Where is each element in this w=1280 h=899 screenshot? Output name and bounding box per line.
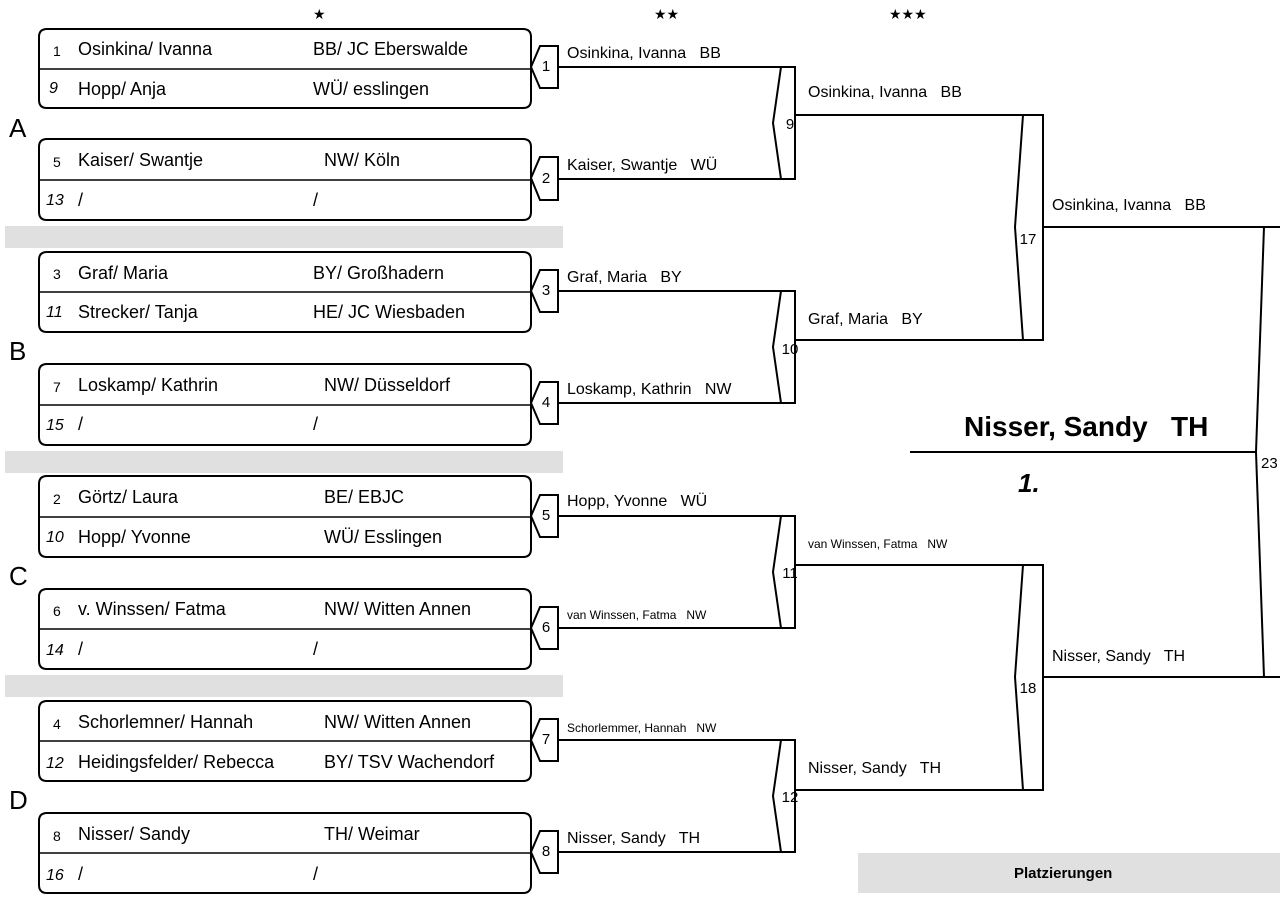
player-seed: 14 xyxy=(46,642,64,659)
round1-winner: van Winssen, Fatma NW xyxy=(567,608,707,622)
player-seed: 8 xyxy=(53,828,61,844)
player-club: NW/ Witten Annen xyxy=(324,599,472,619)
player-club: TH/ Weimar xyxy=(324,824,420,844)
player-club: BY/ TSV Wachendorf xyxy=(324,752,495,772)
match-number: 10 xyxy=(781,341,799,358)
separator-band xyxy=(5,675,563,697)
player-seed: 3 xyxy=(53,266,61,282)
separator-band xyxy=(5,451,563,473)
round1-winner: Graf, Maria BY xyxy=(567,269,682,286)
player-seed: 7 xyxy=(53,379,61,395)
match-number: 2 xyxy=(541,170,551,187)
player-name: Graf/ Maria xyxy=(78,263,169,283)
round2-winner: Graf, Maria BY xyxy=(808,311,923,328)
final-connector xyxy=(1256,227,1280,677)
round1-winner: Nisser, Sandy TH xyxy=(567,830,701,847)
match-number: 6 xyxy=(541,619,551,636)
round2-star-mark: ★★ xyxy=(654,6,680,22)
player-seed: 1 xyxy=(53,43,61,59)
player-club: BB/ JC Eberswalde xyxy=(313,39,469,59)
player-club: NW/ Köln xyxy=(324,150,401,170)
player-club: / xyxy=(313,639,319,659)
player-seed: 10 xyxy=(46,529,64,546)
round1-winner: Loskamp, Kathrin NW xyxy=(567,381,732,398)
separator-band xyxy=(5,226,563,248)
first-place-label: 1. xyxy=(1018,468,1040,498)
player-name: Heidingsfelder/ Rebecca xyxy=(78,752,275,772)
match-number: 3 xyxy=(541,282,551,299)
match-number: 11 xyxy=(782,565,798,582)
player-name: Schorlemner/ Hannah xyxy=(78,712,254,732)
round1-winner: Schorlemmer, Hannah NW xyxy=(567,721,717,735)
player-name: / xyxy=(78,639,84,659)
champion-name: Nisser, Sandy TH xyxy=(964,411,1209,442)
final-match-number: 23 xyxy=(1261,455,1278,472)
player-club: BY/ Großhadern xyxy=(313,263,445,283)
match-number: 12 xyxy=(781,789,799,806)
player-seed: 11 xyxy=(46,304,63,321)
player-club: / xyxy=(313,414,319,434)
player-club: WÜ/ esslingen xyxy=(313,79,430,99)
player-name: Görtz/ Laura xyxy=(78,487,179,507)
player-club: NW/ Witten Annen xyxy=(324,712,472,732)
player-seed: 4 xyxy=(53,716,61,732)
player-name: Hopp/ Anja xyxy=(78,79,167,99)
player-seed: 2 xyxy=(53,491,61,507)
player-name: Strecker/ Tanja xyxy=(78,302,198,322)
group-label-d: D xyxy=(9,785,28,815)
player-name: Hopp/ Yvonne xyxy=(78,527,191,547)
match-number: 17 xyxy=(1019,231,1037,248)
player-name: Nisser/ Sandy xyxy=(78,824,191,844)
player-seed: 13 xyxy=(46,192,64,209)
player-seed: 12 xyxy=(46,755,64,772)
round2-winner: Nisser, Sandy TH xyxy=(808,760,942,777)
player-seed: 5 xyxy=(53,154,61,170)
match-number: 9 xyxy=(785,116,795,133)
round3-star-mark: ★★★ xyxy=(889,6,927,22)
player-club: / xyxy=(313,190,319,210)
match-number: 5 xyxy=(541,507,551,524)
round2-winner: van Winssen, Fatma NW xyxy=(808,537,948,551)
player-name: Loskamp/ Kathrin xyxy=(78,375,219,395)
player-seed: 16 xyxy=(46,867,64,884)
player-club: WÜ/ Esslingen xyxy=(324,527,443,547)
match-number: 1 xyxy=(541,58,551,75)
player-name: / xyxy=(78,414,84,434)
player-seed: 15 xyxy=(46,417,64,434)
player-seed: 9 xyxy=(49,80,58,97)
player-name: / xyxy=(78,190,84,210)
round3-winner: Nisser, Sandy TH xyxy=(1052,648,1186,665)
placements-label: Platzierungen xyxy=(1014,865,1113,882)
player-name: Kaiser/ Swantje xyxy=(78,150,204,170)
player-club: / xyxy=(313,864,319,884)
player-seed: 6 xyxy=(53,603,61,619)
player-club: NW/ Düsseldorf xyxy=(324,375,451,395)
group-label-a: A xyxy=(9,113,27,143)
group-label-c: C xyxy=(9,561,28,591)
player-club: BE/ EBJC xyxy=(324,487,405,507)
player-club: HE/ JC Wiesbaden xyxy=(313,302,466,322)
round1-winner: Hopp, Yvonne WÜ xyxy=(567,493,708,510)
match-number: 4 xyxy=(541,394,551,411)
match-number: 7 xyxy=(541,731,551,748)
round1-star-mark: ★ xyxy=(313,6,326,22)
player-name: v. Winssen/ Fatma xyxy=(78,599,226,619)
player-name: Osinkina/ Ivanna xyxy=(78,39,213,59)
round3-winner: Osinkina, Ivanna BB xyxy=(1052,197,1206,214)
group-label-b: B xyxy=(9,336,27,366)
match-number: 18 xyxy=(1019,680,1037,697)
match-number: 8 xyxy=(541,843,551,860)
player-name: / xyxy=(78,864,84,884)
round2-connectors xyxy=(773,67,795,852)
round1-winner: Kaiser, Swantje WÜ xyxy=(567,157,718,174)
round1-winner: Osinkina, Ivanna BB xyxy=(567,45,721,62)
round2-winner: Osinkina, Ivanna BB xyxy=(808,84,962,101)
